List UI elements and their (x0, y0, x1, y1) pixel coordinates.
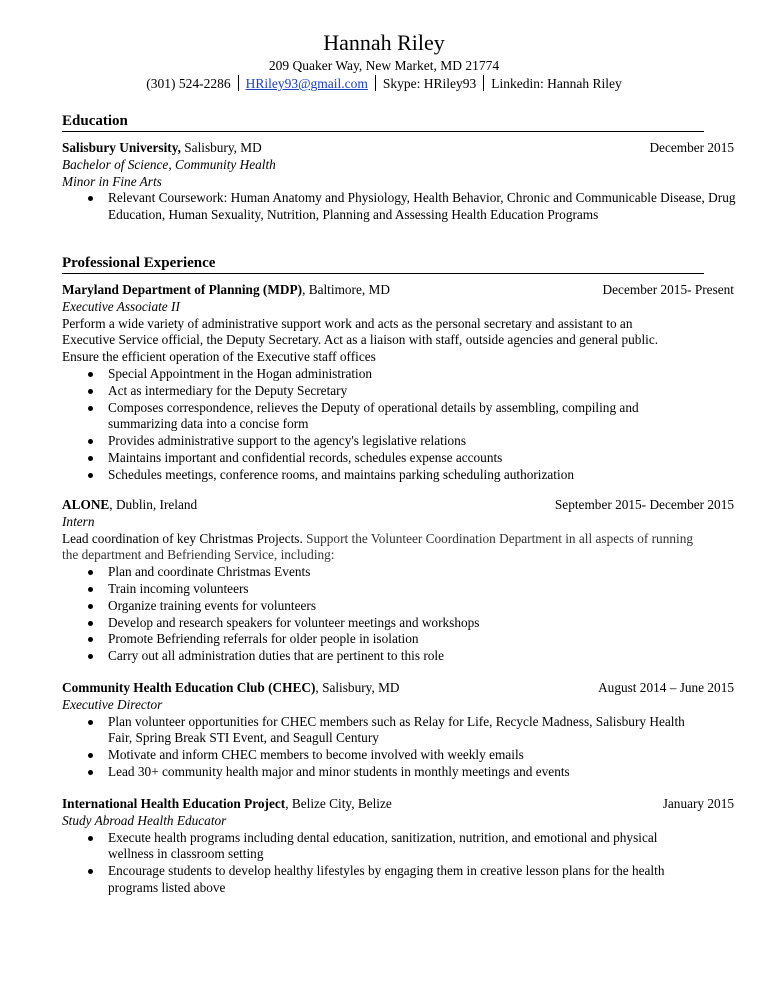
job-location: , Baltimore, MD (302, 282, 390, 297)
job-bullets (62, 366, 734, 484)
job-org-line (62, 680, 400, 697)
job-bullets (62, 830, 734, 897)
list-item: Relevant Coursework: Human Anatomy and Physiology, Health Behavior, Chronic and Communicable Disease, Drug Education, Human Sexuality, Nutrition, Planning and Assessing Health Education Programs (108, 190, 748, 224)
section-heading-education: Education (62, 112, 704, 132)
job-bullets (62, 564, 734, 665)
job-location: , Dublin, Ireland (109, 497, 198, 512)
degree: Bachelor of Science, Community Health (62, 156, 276, 172)
list-item: Schedules meetings, conference rooms, and maintains parking scheduling authorization (108, 467, 734, 484)
section-heading-experience: Professional Experience (62, 254, 704, 274)
job-date: December 2015- Present (602, 282, 734, 297)
job-date: January 2015 (662, 796, 734, 811)
job-title: Intern (62, 513, 95, 529)
list-item: Composes correspondence, relieves the Deputy of operational details by assembling, compiling and summarizing data into a concise form (108, 400, 694, 434)
linkedin: Linkedin: Hannah Riley (491, 76, 622, 91)
contact-line (0, 75, 768, 93)
job-header-row (62, 680, 734, 697)
job-org: Maryland Department of Planning (MDP) (62, 282, 303, 297)
education-date: December 2015 (649, 140, 734, 155)
list-item: Carry out all administration duties that are pertinent to this role (108, 648, 734, 665)
list-item: Lead 30+ community health major and minor students in monthly meetings and events (108, 764, 734, 781)
job-entry-alone (62, 497, 734, 665)
job-entry-mdp (62, 282, 734, 484)
education-bullets (62, 190, 734, 224)
job-header-row (62, 796, 734, 813)
list-item: Maintains important and confidential records, schedules expense accounts (108, 450, 734, 467)
education-header-row (62, 140, 734, 157)
address: 209 Quaker Way, New Market, MD 21774 (268, 58, 500, 73)
list-item: Special Appointment in the Hogan administration (108, 366, 734, 383)
list-item: Act as intermediary for the Deputy Secretary (108, 383, 734, 400)
job-title: Study Abroad Health Educator (62, 812, 227, 828)
job-org-line (62, 497, 197, 514)
job-location: , Belize City, Belize (285, 796, 392, 811)
list-item: Promote Befriending referrals for older people in isolation (108, 631, 734, 648)
job-header-row (62, 497, 734, 514)
job-summary (62, 531, 702, 565)
list-item: Plan volunteer opportunities for CHEC members such as Relay for Life, Recycle Madness, Salisbury Health Fair, Spring Break STI Event, and Seagull Century (108, 714, 694, 748)
list-item: Motivate and inform CHEC members to become involved with weekly emails (108, 747, 734, 764)
phone: (301) 524-2286 (146, 76, 231, 91)
job-summary: Perform a wide variety of administrative support work and acts as the personal secretary and assistant to an Executive Service official, the Deputy Secretary. Act as a liaison with staff, outside agencies and general public. Ensure the efficient operation of the Executive staff offices (62, 315, 659, 365)
list-item: Train incoming volunteers (108, 581, 734, 598)
list-item: Encourage students to develop healthy lifestyles by engaging them in creative lesson plans for the health programs listed above (108, 863, 694, 897)
job-date: September 2015- December 2015 (554, 497, 734, 512)
school-line (62, 140, 262, 157)
skype: Skype: HRiley93 (382, 76, 477, 91)
education-entry (62, 140, 734, 224)
list-item: Organize training events for volunteers (108, 598, 734, 615)
job-entry-ihep (62, 796, 734, 897)
job-org: Community Health Education Club (CHEC) (62, 680, 316, 695)
school-location: Salisbury, MD (180, 140, 262, 155)
list-item: Develop and research speakers for volunteer meetings and workshops (108, 615, 734, 632)
school-name: Salisbury University, (62, 140, 181, 155)
job-org: International Health Education Project (62, 796, 286, 811)
separator (483, 75, 484, 91)
separator (375, 75, 376, 91)
job-org-line (62, 796, 392, 813)
list-item: Plan and coordinate Christmas Events (108, 564, 734, 581)
job-title: Executive Associate II (62, 298, 180, 314)
minor: Minor in Fine Arts (62, 173, 162, 189)
job-summary-part: Support the Volunteer Coordination Department in all aspects of running the department and Befriending Service, including: (62, 530, 693, 563)
job-date: August 2014 – June 2015 (598, 680, 734, 695)
job-header-row (62, 282, 734, 299)
email-link[interactable]: HRiley93@gmail.com (245, 76, 368, 91)
job-title: Executive Director (62, 696, 163, 712)
candidate-name: Hannah Riley (323, 30, 445, 55)
job-bullets (62, 714, 734, 781)
job-org: ALONE (62, 497, 110, 512)
list-item: Provides administrative support to the agency's legislative relations (108, 433, 734, 450)
job-location: , Salisbury, MD (315, 680, 400, 695)
list-item: Execute health programs including dental education, sanitization, nutrition, and emotional and physical wellness in classroom setting (108, 830, 678, 864)
separator (238, 75, 239, 91)
job-org-line (62, 282, 390, 299)
job-entry-chec (62, 680, 734, 781)
job-summary-part: Lead coordination of key Christmas Projects. (62, 530, 307, 546)
